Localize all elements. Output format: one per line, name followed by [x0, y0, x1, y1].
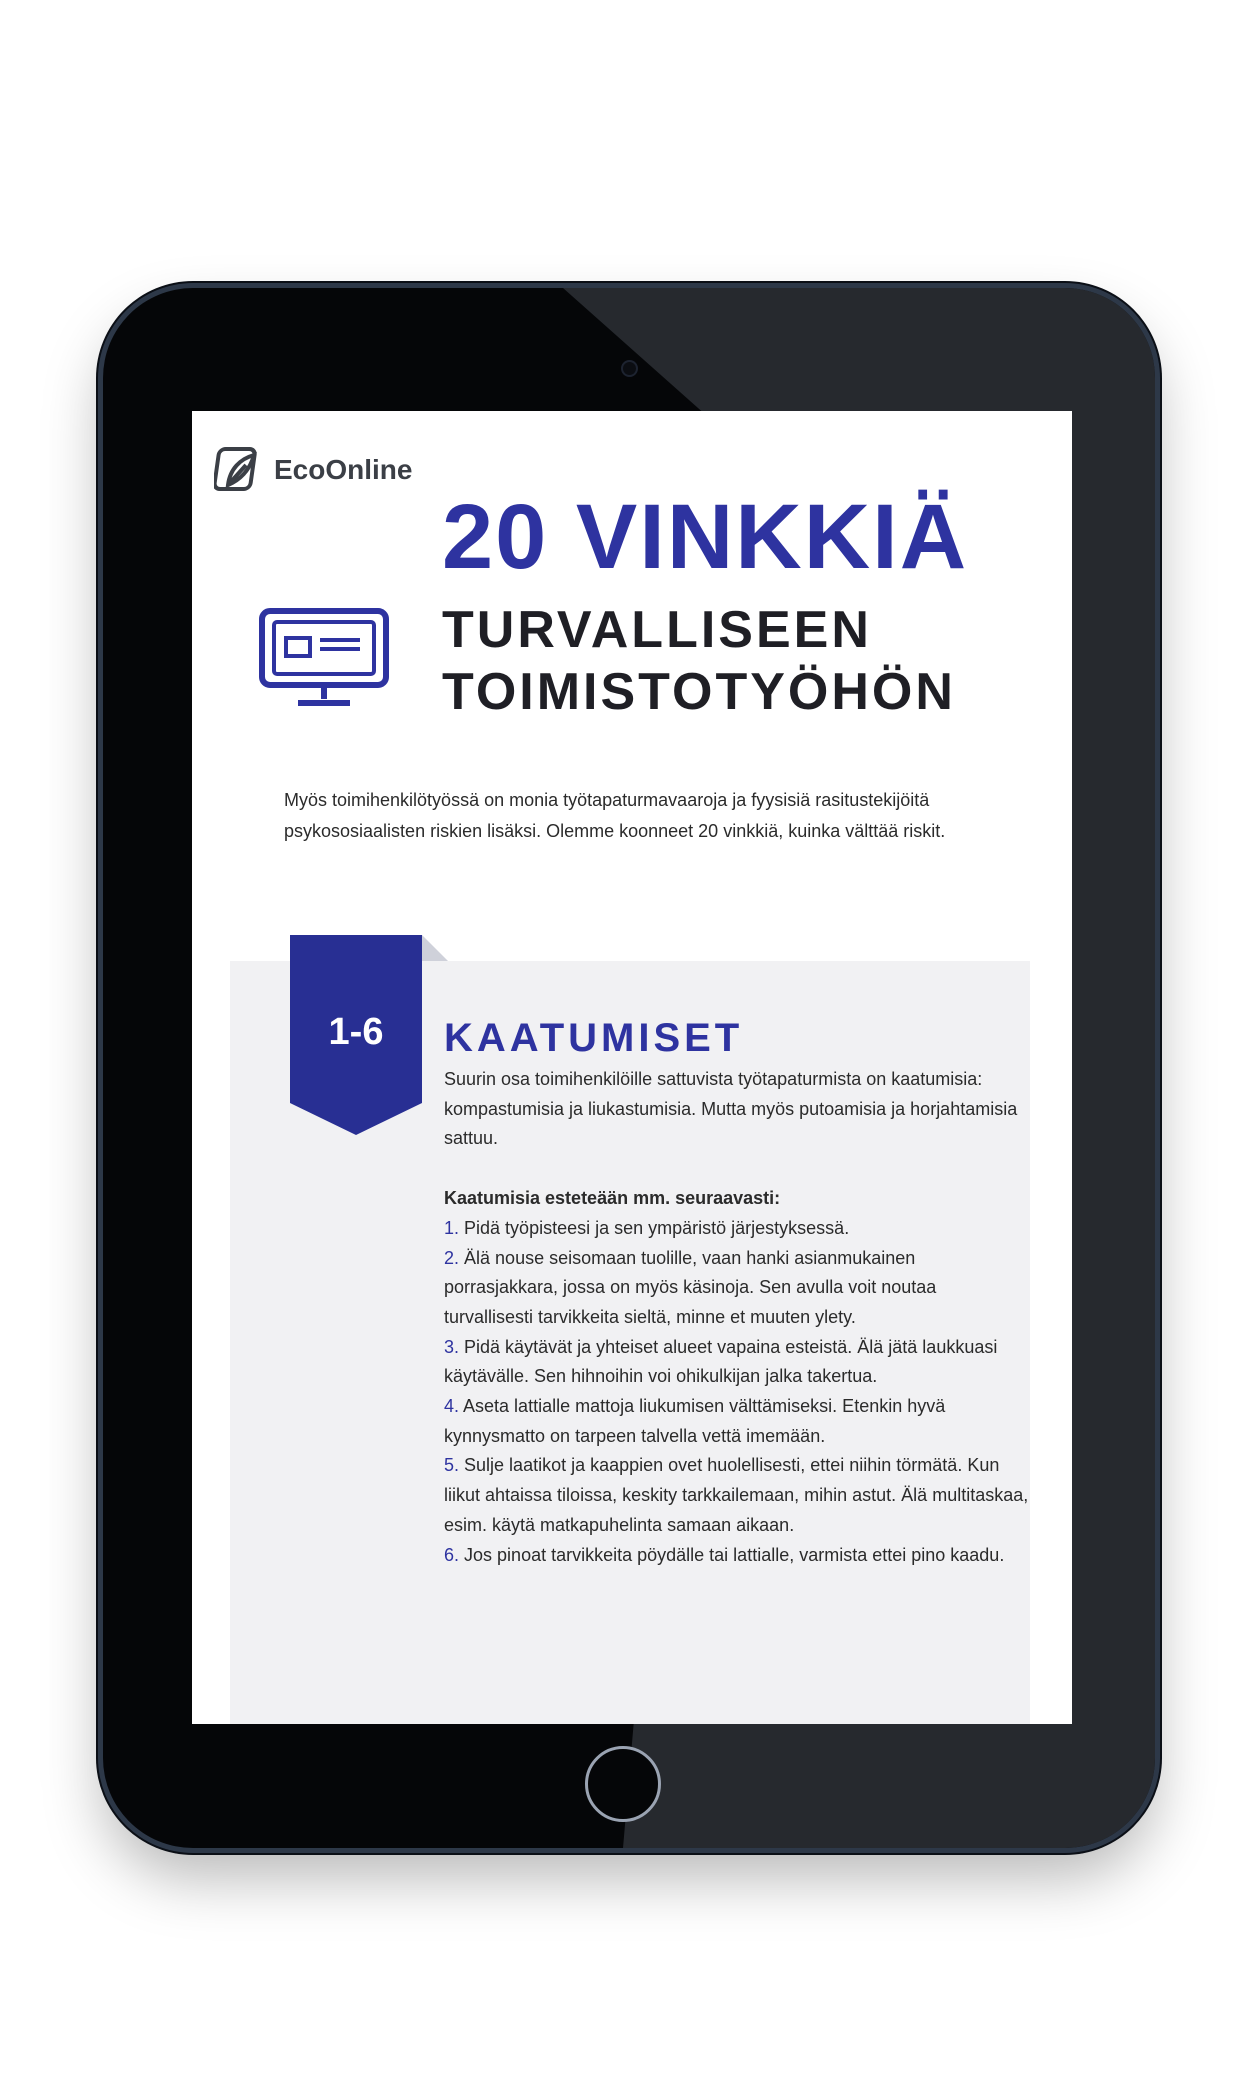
leaf-icon: [214, 445, 264, 495]
tip-item: [444, 1244, 1029, 1333]
subtitle-line: TURVALLISEEN: [442, 601, 872, 659]
tip-number: 6.: [444, 1544, 460, 1565]
tip-item: [444, 1541, 1029, 1571]
camera-icon: [621, 360, 638, 377]
subtitle-line: TOIMISTOTYÖHÖN: [442, 663, 956, 721]
section-title: KAATUMISET: [444, 1016, 744, 1060]
brand-logo: [214, 445, 412, 495]
tip-item: [444, 1451, 1029, 1540]
section-paragraph: Suurin osa toimihenkilöille sattuvista työtapaturmista on kaatumisia: kompastumisia ja liukastumisia. Mutta myös putoamisia ja horjahtamisia sattuu.: [444, 1069, 1018, 1149]
section-range: 1-6: [328, 1011, 384, 1053]
document-page[interactable]: [192, 411, 1072, 1724]
tip-number: 1.: [444, 1217, 460, 1238]
tip-item: [444, 1392, 1029, 1451]
tip-item: [444, 1333, 1029, 1392]
tips-list: [444, 1214, 1029, 1570]
section-body: [444, 1065, 1029, 1570]
badge-fold: [422, 935, 448, 961]
computer-monitor-icon: [258, 607, 390, 711]
tablet-device: [103, 288, 1155, 1848]
brand-name: EcoOnline: [274, 454, 413, 485]
tip-text: Pidä käytävät ja yhteiset alueet vapaina esteistä. Älä jätä laukkuasi käytävälle. Sen hihnoihin voi ohikulkijan jalka takertua.: [444, 1336, 998, 1387]
tip-number: 5.: [444, 1455, 460, 1476]
tip-text: Jos pinoat tarvikkeita pöydälle tai lattialle, varmista ettei pino kaadu.: [464, 1544, 1005, 1565]
home-button[interactable]: [585, 1746, 661, 1822]
page-subtitle: [442, 599, 956, 723]
tip-text: Älä nouse seisomaan tuolille, vaan hanki asianmukainen porrasjakkara, jossa on myös käsinoja. Sen avulla voit noutaa turvallisesti tarvikkeita sieltä, minne et muuten ylety.: [444, 1247, 937, 1327]
tip-number: 3.: [444, 1336, 460, 1357]
tip-number: 2.: [444, 1247, 460, 1268]
page-title: 20 VINKKIÄ: [442, 486, 969, 588]
tip-item: [444, 1214, 1029, 1244]
tip-text: Sulje laatikot ja kaappien ovet huolellisesti, ettei niihin törmätä. Kun liikut ahtaissa tiloissa, keskity tarkkailemaan, mihin astut. Älä multitaskaa, esim. käytä matkapuhelinta samaan aikaan.: [444, 1455, 1029, 1535]
tip-text: Pidä työpisteesi ja sen ympäristö järjestyksessä.: [464, 1217, 850, 1238]
intro-text: Myös toimihenkilötyössä on monia työtapaturmavaaroja ja fyysisiä rasitustekijöitä psykososiaalisten riskien lisäksi. Olemme koonneet 20 vinkkiä, kuinka välttää riskit.: [284, 790, 946, 841]
tip-number: 4.: [444, 1396, 460, 1417]
tips-lead: Kaatumisia esteteään mm. seuraavasti:: [444, 1188, 781, 1209]
tip-text: Aseta lattialle mattoja liukumisen välttämiseksi. Etenkin hyvä kynnysmatto on tarpeen talvella vettä imemään.: [444, 1396, 946, 1446]
